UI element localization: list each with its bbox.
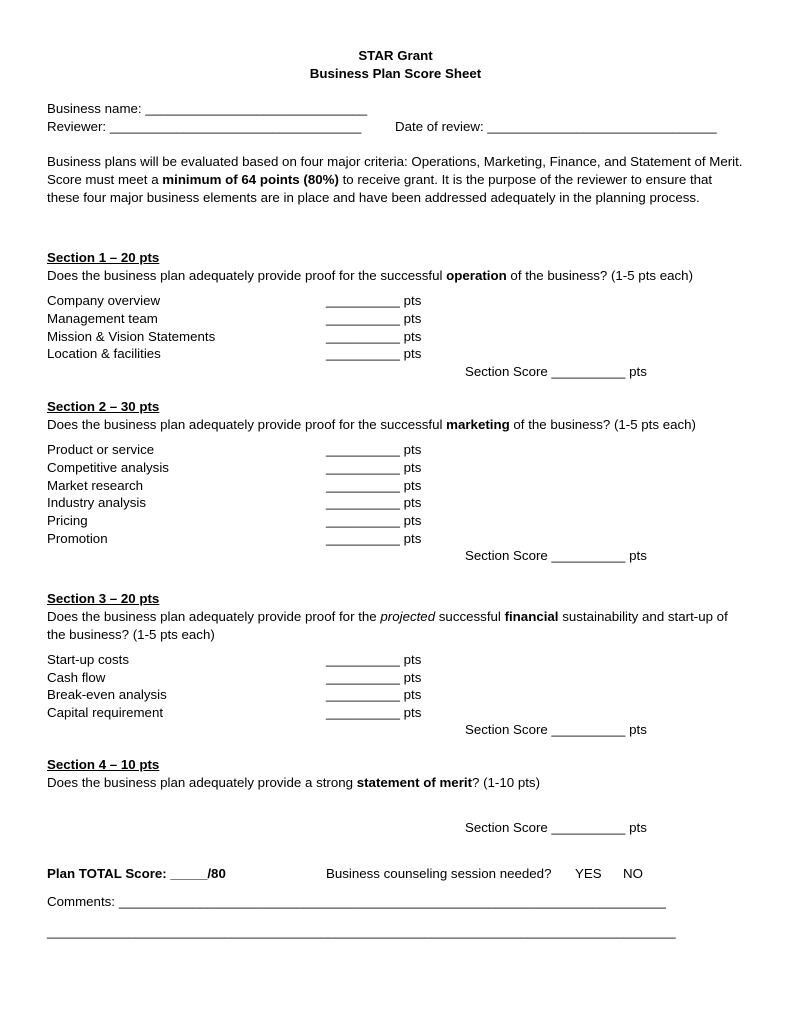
counseling-label: Business counseling session needed?: [326, 866, 552, 881]
criterion-label: Industry analysis: [47, 495, 147, 510]
pts-label: pts: [403, 652, 422, 667]
criterion-label: Start-up costs: [47, 652, 130, 667]
pts-label: pts: [403, 531, 422, 546]
pts-label: pts: [403, 687, 422, 702]
criterion-label: Management team: [47, 311, 158, 326]
pts-label: pts: [403, 705, 422, 720]
score-line[interactable]: [326, 310, 421, 328]
question-text: Does the business plan adequately provide proof for the successful: [47, 417, 447, 432]
question-text: Does the business plan adequately provide proof for the successful: [47, 268, 447, 283]
date-of-review-field[interactable]: [395, 118, 717, 136]
score-line[interactable]: [326, 292, 421, 310]
section-3-score[interactable]: [465, 721, 647, 739]
score-line[interactable]: [326, 669, 421, 687]
section-score-blank[interactable]: __________: [551, 548, 626, 563]
criterion-label: Product or service: [47, 442, 155, 457]
question-text: of the business? (1-5 pts each): [506, 268, 693, 283]
question-keyword: statement of merit: [356, 775, 472, 790]
score-blank[interactable]: __________: [326, 687, 400, 702]
question-keyword: operation: [446, 268, 507, 283]
score-line[interactable]: [326, 328, 421, 346]
pts-label: pts: [403, 442, 422, 457]
section-3-question: [47, 608, 747, 644]
section-4-heading: Section 4 – 10 pts: [47, 757, 160, 772]
question-text: Does the business plan adequately provide a strong: [47, 775, 357, 790]
score-line[interactable]: [326, 651, 421, 669]
question-text: of the business? (1-5 pts each): [509, 417, 696, 432]
business-name-label: Business name:: [47, 101, 142, 116]
section-4-score[interactable]: [465, 819, 647, 837]
score-blank[interactable]: __________: [326, 495, 400, 510]
question-text: ? (1-10 pts): [472, 775, 540, 790]
criterion-label: Pricing: [47, 513, 88, 528]
date-blank[interactable]: _______________________________: [487, 119, 717, 134]
counseling-needed: [326, 865, 551, 883]
score-line[interactable]: [326, 459, 421, 477]
page-subtitle: Business Plan Score Sheet: [309, 66, 482, 81]
section-1-score[interactable]: [465, 363, 647, 381]
question-keyword: financial: [504, 609, 559, 624]
pts-label: pts: [629, 820, 647, 835]
section-score-label: Section Score: [465, 364, 548, 379]
pts-label: pts: [403, 311, 422, 326]
section-3-heading: Section 3 – 20 pts: [47, 591, 160, 606]
score-blank[interactable]: __________: [326, 460, 400, 475]
comments-blank-line-1[interactable]: __________________________________________________________________________: [118, 894, 666, 909]
section-1-heading: Section 1 – 20 pts: [47, 250, 160, 265]
question-emphasis: projected: [380, 609, 436, 624]
question-text: successful: [435, 609, 505, 624]
score-line[interactable]: [326, 530, 421, 548]
score-line[interactable]: [326, 441, 421, 459]
business-name-field[interactable]: [47, 100, 367, 118]
score-blank[interactable]: __________: [326, 346, 400, 361]
criterion-label: Mission & Vision Statements: [47, 329, 216, 344]
pts-label: pts: [629, 722, 647, 737]
intro-text-2: to receive grant. It is the purpose of the reviewer to ensure that these four major business elements are in place and have been addressed adequately in the planning process.: [47, 171, 713, 205]
score-line[interactable]: [326, 512, 421, 530]
score-blank[interactable]: __________: [326, 531, 400, 546]
comments-blank-line-2[interactable]: _____________________________________________________________________________________: [47, 924, 676, 939]
score-blank[interactable]: __________: [326, 513, 400, 528]
intro-minimum-points: minimum of 64 points (80%): [162, 171, 339, 187]
page-title: STAR Grant: [358, 48, 433, 63]
counseling-yes-option[interactable]: YES: [575, 866, 602, 881]
criterion-label: Competitive analysis: [47, 460, 169, 475]
score-line[interactable]: [326, 494, 421, 512]
criterion-label: Promotion: [47, 531, 108, 546]
score-blank[interactable]: __________: [326, 670, 400, 685]
comments-label: Comments:: [47, 894, 115, 909]
section-2-score[interactable]: [465, 547, 647, 565]
question-text: sustainability and start-up of the business? (1-5 pts each): [47, 609, 728, 642]
score-line[interactable]: [326, 704, 421, 722]
question-keyword: marketing: [446, 417, 510, 432]
score-line[interactable]: [326, 345, 421, 363]
criterion-label: Market research: [47, 478, 144, 493]
plan-total-score[interactable]: Plan TOTAL Score: _____/80: [47, 866, 226, 881]
pts-label: pts: [403, 293, 422, 308]
score-blank[interactable]: __________: [326, 293, 400, 308]
criterion-label: Cash flow: [47, 670, 106, 685]
section-score-blank[interactable]: __________: [551, 820, 626, 835]
question-text: Does the business plan adequately provide proof for the: [47, 609, 381, 624]
score-blank[interactable]: __________: [326, 329, 400, 344]
pts-label: pts: [403, 495, 422, 510]
score-blank[interactable]: __________: [326, 478, 400, 493]
intro-text-1: Business plans will be evaluated based on four major criteria: Operations, Marketing, Finance, and Statement of Merit. Score must meet a: [47, 154, 743, 187]
score-blank[interactable]: __________: [326, 705, 400, 720]
section-score-blank[interactable]: __________: [551, 722, 626, 737]
section-4-question: [47, 774, 747, 792]
section-score-label: Section Score: [465, 722, 548, 737]
score-line[interactable]: [326, 686, 421, 704]
pts-label: pts: [629, 364, 647, 379]
pts-label: pts: [403, 478, 422, 493]
section-2-question: [47, 416, 747, 434]
pts-label: pts: [403, 513, 422, 528]
section-1-question: [47, 267, 747, 285]
reviewer-field[interactable]: [47, 118, 361, 136]
pts-label: pts: [403, 460, 422, 475]
counseling-no-option[interactable]: NO: [623, 866, 643, 881]
section-score-label: Section Score: [465, 548, 548, 563]
reviewer-blank[interactable]: __________________________________: [109, 119, 362, 134]
pts-label: pts: [403, 329, 422, 344]
section-2-heading: Section 2 – 30 pts: [47, 399, 160, 414]
comments-field[interactable]: [47, 893, 666, 911]
reviewer-label: Reviewer:: [47, 119, 107, 134]
pts-label: pts: [403, 346, 422, 361]
criterion-label: Location & facilities: [47, 346, 161, 361]
criterion-label: Company overview: [47, 293, 161, 308]
criterion-label: Capital requirement: [47, 705, 164, 720]
date-label: Date of review:: [395, 119, 484, 134]
score-line[interactable]: [326, 477, 421, 495]
business-name-blank[interactable]: ______________________________: [145, 101, 368, 116]
score-blank[interactable]: __________: [326, 442, 400, 457]
score-blank[interactable]: __________: [326, 652, 400, 667]
section-score-label: Section Score: [465, 820, 548, 835]
section-score-blank[interactable]: __________: [551, 364, 626, 379]
pts-label: pts: [403, 670, 422, 685]
pts-label: pts: [629, 548, 647, 563]
criterion-label: Break-even analysis: [47, 687, 167, 702]
score-blank[interactable]: __________: [326, 311, 400, 326]
intro-paragraph: [47, 153, 747, 206]
